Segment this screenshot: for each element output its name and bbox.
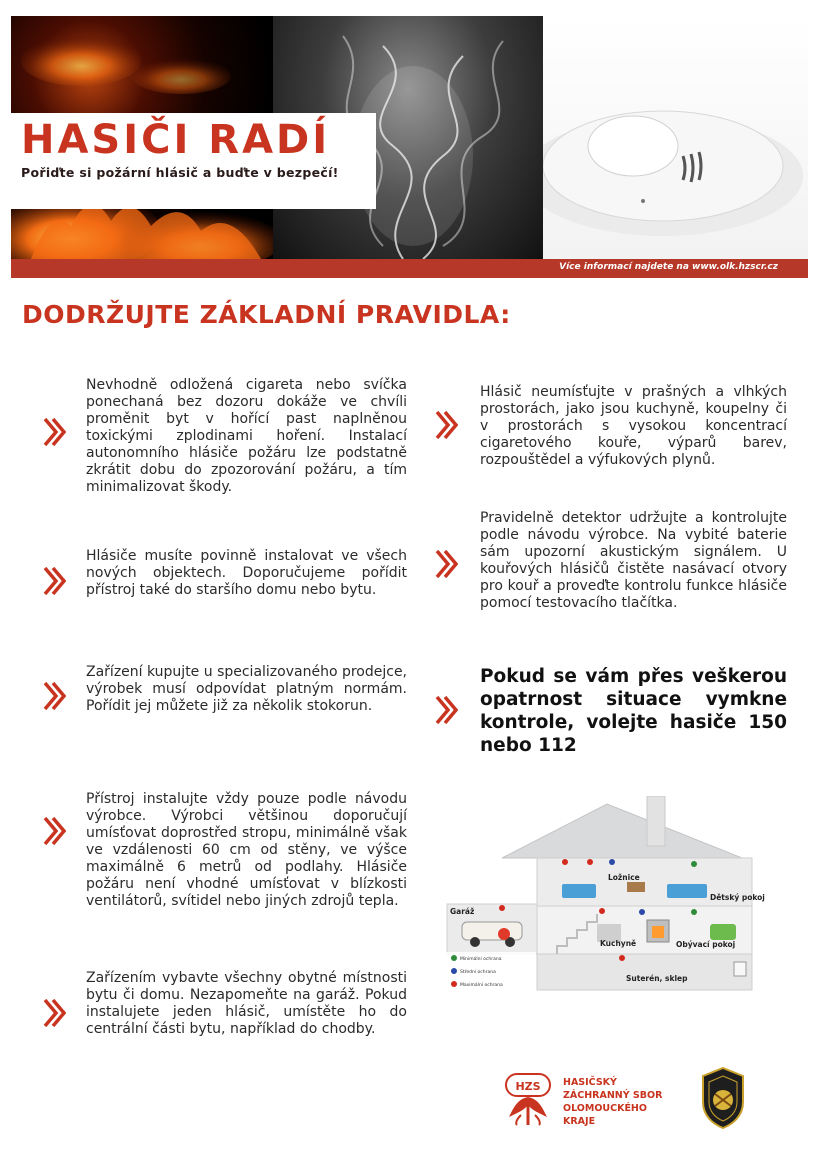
fire-service-emblem (700, 1066, 746, 1130)
tip-rooms: Zařízením vybavte všechny obytné místnosti bytu či domu. Nezapomeňte na garáž. Pokud instalujete jeden hlásič, umístěte ho do centrální části bytu, například do chodby. (86, 970, 407, 1037)
chevron-right-icon (434, 549, 458, 579)
chevron-right-icon (42, 816, 66, 846)
legend-min: Minimální ochrana (460, 957, 502, 962)
tip-purchase: Zařízení kupujte u specializovaného prodejce, výrobek musí odpovídat platným normám. Pořídit jej můžete již za několik stokorun. (86, 664, 408, 714)
hzs-logo (503, 1071, 553, 1126)
room-label-basement: Suterén, sklep (626, 974, 688, 983)
header-banner (11, 16, 808, 278)
smoke-detector-image (543, 16, 808, 259)
chevron-right-icon (434, 410, 458, 440)
room-label-kids-room: Dětský pokoj (710, 893, 765, 902)
info-link-text: Více informací najdete na www.olk.hzscr.cz (559, 262, 778, 272)
tip-placement: Hlásič neumísťujte v prašných a vlhkých prostorách, jako jsou kuchyně, koupelny či v prostorách s vysokou koncentrací cigaretového kouře, výparů barev, rozpouštědel a výfukových plynů. (480, 384, 787, 468)
legend-mid: Střední ochrana (460, 970, 496, 975)
organization-name: HASIČSKÝ ZÁCHRANNÝ SBOR OLOMOUCKÉHO KRAJE (563, 1077, 663, 1127)
banner-title: HASIČI RADÍ (21, 117, 331, 163)
tip-cigarette: Nevhodně odložená cigareta nebo svíčka ponechaná bez dozoru dokáže ve chvíli proměnit byt v hořící past naplněnou toxickými zplodinami hoření. Instalací autonomního hlásiče požáru lze podstatně zkrátit dobu do zpozorování požáru, a tím minimalizovat škody. (86, 377, 407, 495)
room-label-garage: Garáž (450, 907, 475, 916)
title-box (11, 113, 376, 209)
tip-mandatory: Hlásiče musíte povinně instalovat ve všech nových objektech. Doporučujeme pořídit přístroj také do staršího domu nebo bytu. (86, 548, 407, 598)
room-label-bedroom: Ložnice (608, 873, 640, 882)
room-label-kitchen: Kuchyně (600, 939, 637, 948)
banner-subtitle: Pořiďte si požární hlásič a buďte v bezpečí! (21, 165, 339, 180)
chevron-right-icon (42, 681, 66, 711)
legend-max: Maximální ochrana (460, 983, 503, 988)
tip-emergency-call: Pokud se vám přes veškerou opatrnost situace vymkne kontrole, volejte hasiče 150 nebo 112 (480, 666, 787, 756)
room-label-living-room: Obývací pokoj (676, 940, 736, 949)
tip-installation: Přístroj instalujte vždy pouze podle návodu výrobce. Výrobci většinou doporučují umísťovat doprostřed stropu, minimálně však ve vzdálenosti 60 cm od stěny, ve výšce maximálně 6 metrů od podlahy. Hlásiče požáru není vhodné umísťovat v blízkosti ventilátorů, svítidel nebo jiných zdrojů tepla. (86, 791, 407, 909)
main-heading: DODRŽUJTE ZÁKLADNÍ PRAVIDLA: (22, 300, 511, 329)
info-strip (11, 259, 808, 278)
chevron-right-icon (42, 998, 66, 1028)
chevron-right-icon (434, 695, 458, 725)
house-diagram (442, 796, 767, 996)
tip-maintenance: Pravidelně detektor udržujte a kontrolujte podle návodu výrobce. Na vybité baterie sám upozorní akustickým signálem. U kouřových hlásičů čistěte nasávací otvory pro kouř a proveďte kontrolu funkce hlásiče pomocí testovacího tlačítka. (480, 510, 787, 611)
chevron-right-icon (42, 417, 66, 447)
hzs-logo-text: HZS (515, 1080, 541, 1093)
chevron-right-icon (42, 566, 66, 596)
